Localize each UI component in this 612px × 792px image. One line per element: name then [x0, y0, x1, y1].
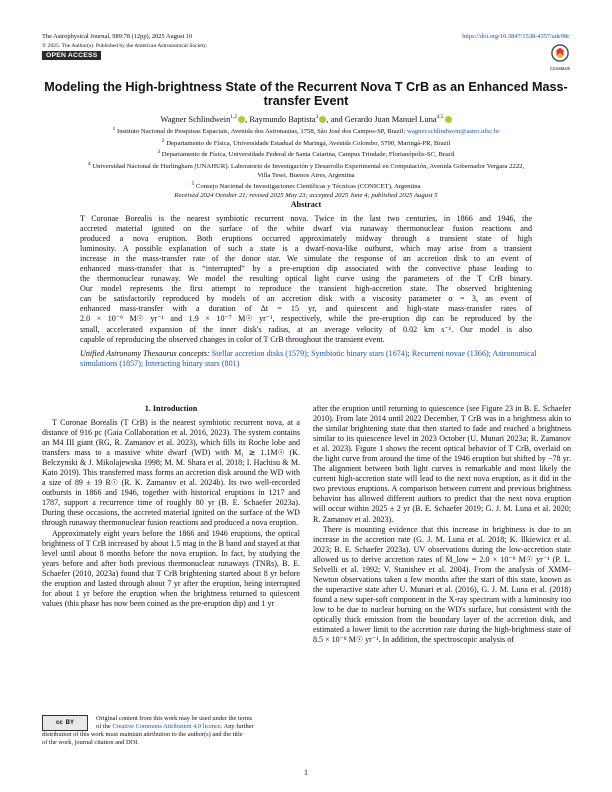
abstract-line: produced a nova eruption. Both eruptions occurred approximately midway through a transient state of high	[80, 234, 532, 244]
affiliation-5: Consejo Nacional de Investigaciones Científicas y Técnicas (CONICET), Argentina	[195, 183, 421, 191]
abstract-line: 2.0 × 10⁻⁹ M☉ yr⁻¹ and 1.9 × 10⁻⁷ M☉ yr⁻¹, respectively, while the pre-eruption dip can be reproduced by the	[80, 314, 532, 324]
crossmark-icon	[551, 44, 569, 62]
paragraph: T Coronae Borealis (T CrB) is the nearest symbiotic recurrent nova, at a distance of 916 pc (Gaia Collaboration et al. 2016, 2023). The system contains an M4 III giant (RG, R. Zamanov et al. 2023), which fills its Roche lobe and transfers mass to a massive white dwarf (WD) with M₁ ≳ 1.1M☉ (K. Belczynski & J. Mikolajewska 1998; M. M. Shara et al. 2018; I. Hachisu & M. Kato 2019). This transferred mass forms an accretion disk around the WD with a size of 89 ± 19 R☉ (R. K. Zamanov et al. 2024b). Its two well-recorded outbursts in 1866 and 1946, together with historical eruptions in 1217 and 1787, support a recurrence time of roughly 80 yr (B. E. Schaefer 2023a). During these occasions, the accreted material ignited on the surface of the WD through runaway thermonuclear fusion reactions and produced a nova eruption.	[42, 418, 300, 528]
keyword-link[interactable]: Recurrent novae (1366);	[411, 349, 491, 358]
paragraph: Approximately eight years before the 1866 and 1946 eruptions, the optical brightness of T CrB increased by about 1.5 mag in the B band and stayed at that level until about 8 months before the nova eruption. In fact, by studying the years before and after both previous thermonuclear runaways (TNRs), B. E. Schaefer (2010, 2023a) found that T CrB brightening started about 8 yr before the eruption and lasted through about 7 yr after the eruption, being interrupted for about 1 yr before the eruption when the brightness returned to quiescent values (this phase has now been coined as the pre-eruption dip) and 1 yr	[42, 528, 300, 608]
right-column	[313, 404, 571, 645]
abstract-line: increase in the mass-transfer rate of the donor star. We simulate the response of an accretion disk to an event of	[80, 254, 532, 264]
crossmark[interactable]	[549, 44, 571, 71]
keywords	[80, 349, 540, 369]
license-line-3: distribution of this work must maintain attribution to the author(s) and the title	[42, 731, 243, 738]
abstract-line: can be satisfactorily reproduced by models of an accretion disk with a viscosity parameter α = 3, an event of	[80, 294, 532, 304]
keyword-link[interactable]: Stellar accretion disks (1579);	[211, 349, 310, 358]
journal-citation: The Astrophysical Journal, 989:78 (12pp), 2025 August 10	[42, 33, 193, 40]
title-line-2: transfer Event	[263, 94, 349, 108]
author-2[interactable]: , Raymundo Baptista	[245, 114, 316, 124]
abstract-line: Our model represents the first attempt to reproduce the transient high-accretion state. The observed brightening	[80, 284, 532, 294]
received-dates: Received 2024 October 21; revised 2025 May 23; accepted 2025 June 4; published 2025 August 5	[174, 191, 438, 199]
email-link[interactable]: wagner.schlindwein@astro.ufsc.br	[406, 128, 500, 136]
affiliations: $^1$ Instituto Nacional de Pesquisas Espaciais, Avenida dos Astronautas, 1758, São José dos Campos-SP, Brazil; wagner.schlindwein@astro.ufsc.br $^2$ Departamento de Física, Universidade Estadual de Maringá, Avenida Colombo, 5790, Maringá-PR, Brazil $^3$ Departamento de Física, Universidade Federal de Santa Catarina, Campus Trindade, Florianópolis-SC, Brazil $^4$ Universidad Nacional de Hurlingham (UNAHUR). Laboratorio de Investigación y Desarrollo Experimental en Computación, Avenida Gobernador Vergara 2222, Villa Tesei, Buenos Aires, Argentina $^5$ Consejo Nacional de Investigaciones Científicas y Técnicas (CONICET), Argentina Received 2024 October 21; revised 2025 May 23; accepted 2025 June 4; published 2025 August 5	[40, 125, 572, 200]
orcid-icon[interactable]	[445, 116, 452, 123]
license-line-1: Original content from this work may be used under the terms	[96, 715, 253, 722]
affiliation-4: Universidad Nacional de Hurlingham (UNAHUR). Laboratorio de Investigación y Desarrollo Experimental en Computación, Avenida Gobernador Vergara 2222,	[92, 163, 525, 171]
abstract-line: luminosity. A possible explanation of such a state is a dwarf-nova-like outburst, which may arise from a transient	[80, 244, 532, 254]
crossmark-label: CrossMark	[549, 66, 571, 71]
license-line-2: of the Creative Commons Attribution 4.0 licence. Any further	[96, 723, 254, 730]
paragraph: after the eruption until returning to quiescence (see Figure 23 in B. E. Schaefer 2010). From late 2014 until 2022 December, T CrB was in a brightness akin to the similar brightening state that then started to fade and reached a brightness similar to its quiescence level in 2023 October (U. Munari 2023a; R. Zamanov et al. 2023). Figure 1 shows the recent optical behavior of T CrB, overlaid on the light curve from around the time of the 1946 eruption but shifted by −78 yr. The alignment between both light curves is remarkable and most likely the current high-accretion state will lead to the next nova eruption, as it did in the two previous eruptions. A comparison between current and previous brightness behavior has allowed different authors to predict that the next nova eruption will occur within 2025 ± 2 yr (B. E. Schaefer 2019; G. J. M. Luna et al. 2020; R. Zamanov et al. 2023).	[313, 404, 571, 524]
paragraph: There is mounting evidence that this increase in brightness is due to an increase in the accretion rate (G. J. M. Luna et al. 2018; K. Ilkiewicz et al. 2023; B. E. Schaefer 2023a). UV observations during the low-accretion state allowed us to derive accretion rates of Ṁ_low = 2.0 × 10⁻⁹ M☉ yr⁻¹ (P. L. Selvelli et al. 1992; V. Stanishev et al. 2004). From the analysis of XMM-Newton observations taken a few months after the start of this state, known as the superactive state after U. Munari et al. (2016), G. J. M. Luna et al. (2018) found a new super-soft component in the X-ray spectrum with a luminosity too low to be due to nuclear burning on the WD's surface, but consistent with the optically thick emission from the boundary layer of the accretion disk, and estimated a lower limit to the accretion rate during the high-brightness state of 8.5 × 10⁻⁸ M☉ yr⁻¹. In addition, the spectroscopic analysis of	[313, 524, 571, 645]
abstract-line: enhanced mass-transfer with a duration of Δt = 15 yr, and quiescent and high-state mass-transfer rates of	[80, 304, 532, 314]
author-3[interactable]: , and Gerardo Juan Manuel Luna	[326, 114, 437, 124]
abstract-heading: Abstract	[290, 200, 322, 209]
title-line-1: Modeling the High-brightness State of the Recurrent Nova T CrB as an Enhanced Mass-	[44, 80, 568, 94]
affiliation-4-cont: Villa Tesei, Buenos Aires, Argentina	[257, 171, 355, 179]
open-access-badge: OPEN ACCESS	[42, 51, 101, 60]
affiliation-2: Departamento de Física, Universidade Estadual de Maringá, Avenida Colombo, 5790, Maringá-PR, Brazil	[166, 139, 451, 147]
doi-link[interactable]: https://doi.org/10.3847/1538-4357/ade98c	[462, 33, 570, 40]
page-number: 1	[304, 768, 308, 777]
cc-label: cc	[55, 720, 63, 726]
author-1[interactable]: Wagner Schlindwein	[160, 114, 231, 124]
abstract-line: the thermonuclear runaway. We model the resulting optical light curve using the parameters of the T CrB binary.	[80, 274, 532, 284]
abstract-line: T Coronae Borealis is the nearest symbiotic recurrent nova. Twice in the last two centuries, in 1866 and 1946, the	[80, 214, 532, 223]
copyright-line: © 2025. The Author(s). Published by the American Astronomical Society.	[42, 43, 208, 49]
keyword-link[interactable]: Astronomical simulations (1857);	[80, 349, 537, 369]
abstract-line: enhanced mass-transfer that is “interrupted” by a pre-eruption dip associated with the convective phase leading to	[80, 264, 532, 274]
keyword-link[interactable]: Interacting binary stars (801)	[145, 359, 240, 369]
author-2-aff: 3	[315, 114, 319, 120]
author-3-aff: 4,5	[436, 114, 444, 120]
keyword-link[interactable]: Symbiotic binary stars (1674);	[311, 349, 410, 358]
abstract-line: capable of reproducing the observed changes in color of T CrB throughout the transient event.	[80, 334, 385, 344]
license-line-4: of the work, journal citation and DOI.	[42, 739, 139, 746]
paper-title	[40, 80, 572, 108]
author-1-aff: 1,2	[230, 114, 238, 120]
left-column	[42, 418, 300, 609]
cc-by-icon[interactable]	[42, 715, 88, 731]
license-link[interactable]: Creative Commons Attribution 4.0 licence	[112, 723, 221, 730]
abstract-line: small, accelerated expansion of the inner disk's radius, at an average velocity of 0.02 km s⁻¹. Our model is also	[80, 324, 532, 334]
author-list	[40, 112, 572, 125]
keywords-label: Unified Astronomy Thesaurus concepts:	[80, 349, 212, 358]
abstract-line: accreted material ignited on the surface of the white dwarf via runaway thermonuclear fusion reactions and	[80, 224, 532, 234]
section-heading: 1. Introduction	[144, 404, 198, 413]
by-label: BY	[65, 720, 75, 726]
affiliation-1: Instituto Nacional de Pesquisas Espaciais, Avenida dos Astronautas, 1758, São José dos Campos-SP, Brazil;	[116, 128, 406, 136]
abstract-body	[80, 214, 532, 345]
affiliation-3: Departamento de Física, Universidade Federal de Santa Catarina, Campus Trindade, Florianópolis-SC, Brazil	[161, 151, 455, 159]
